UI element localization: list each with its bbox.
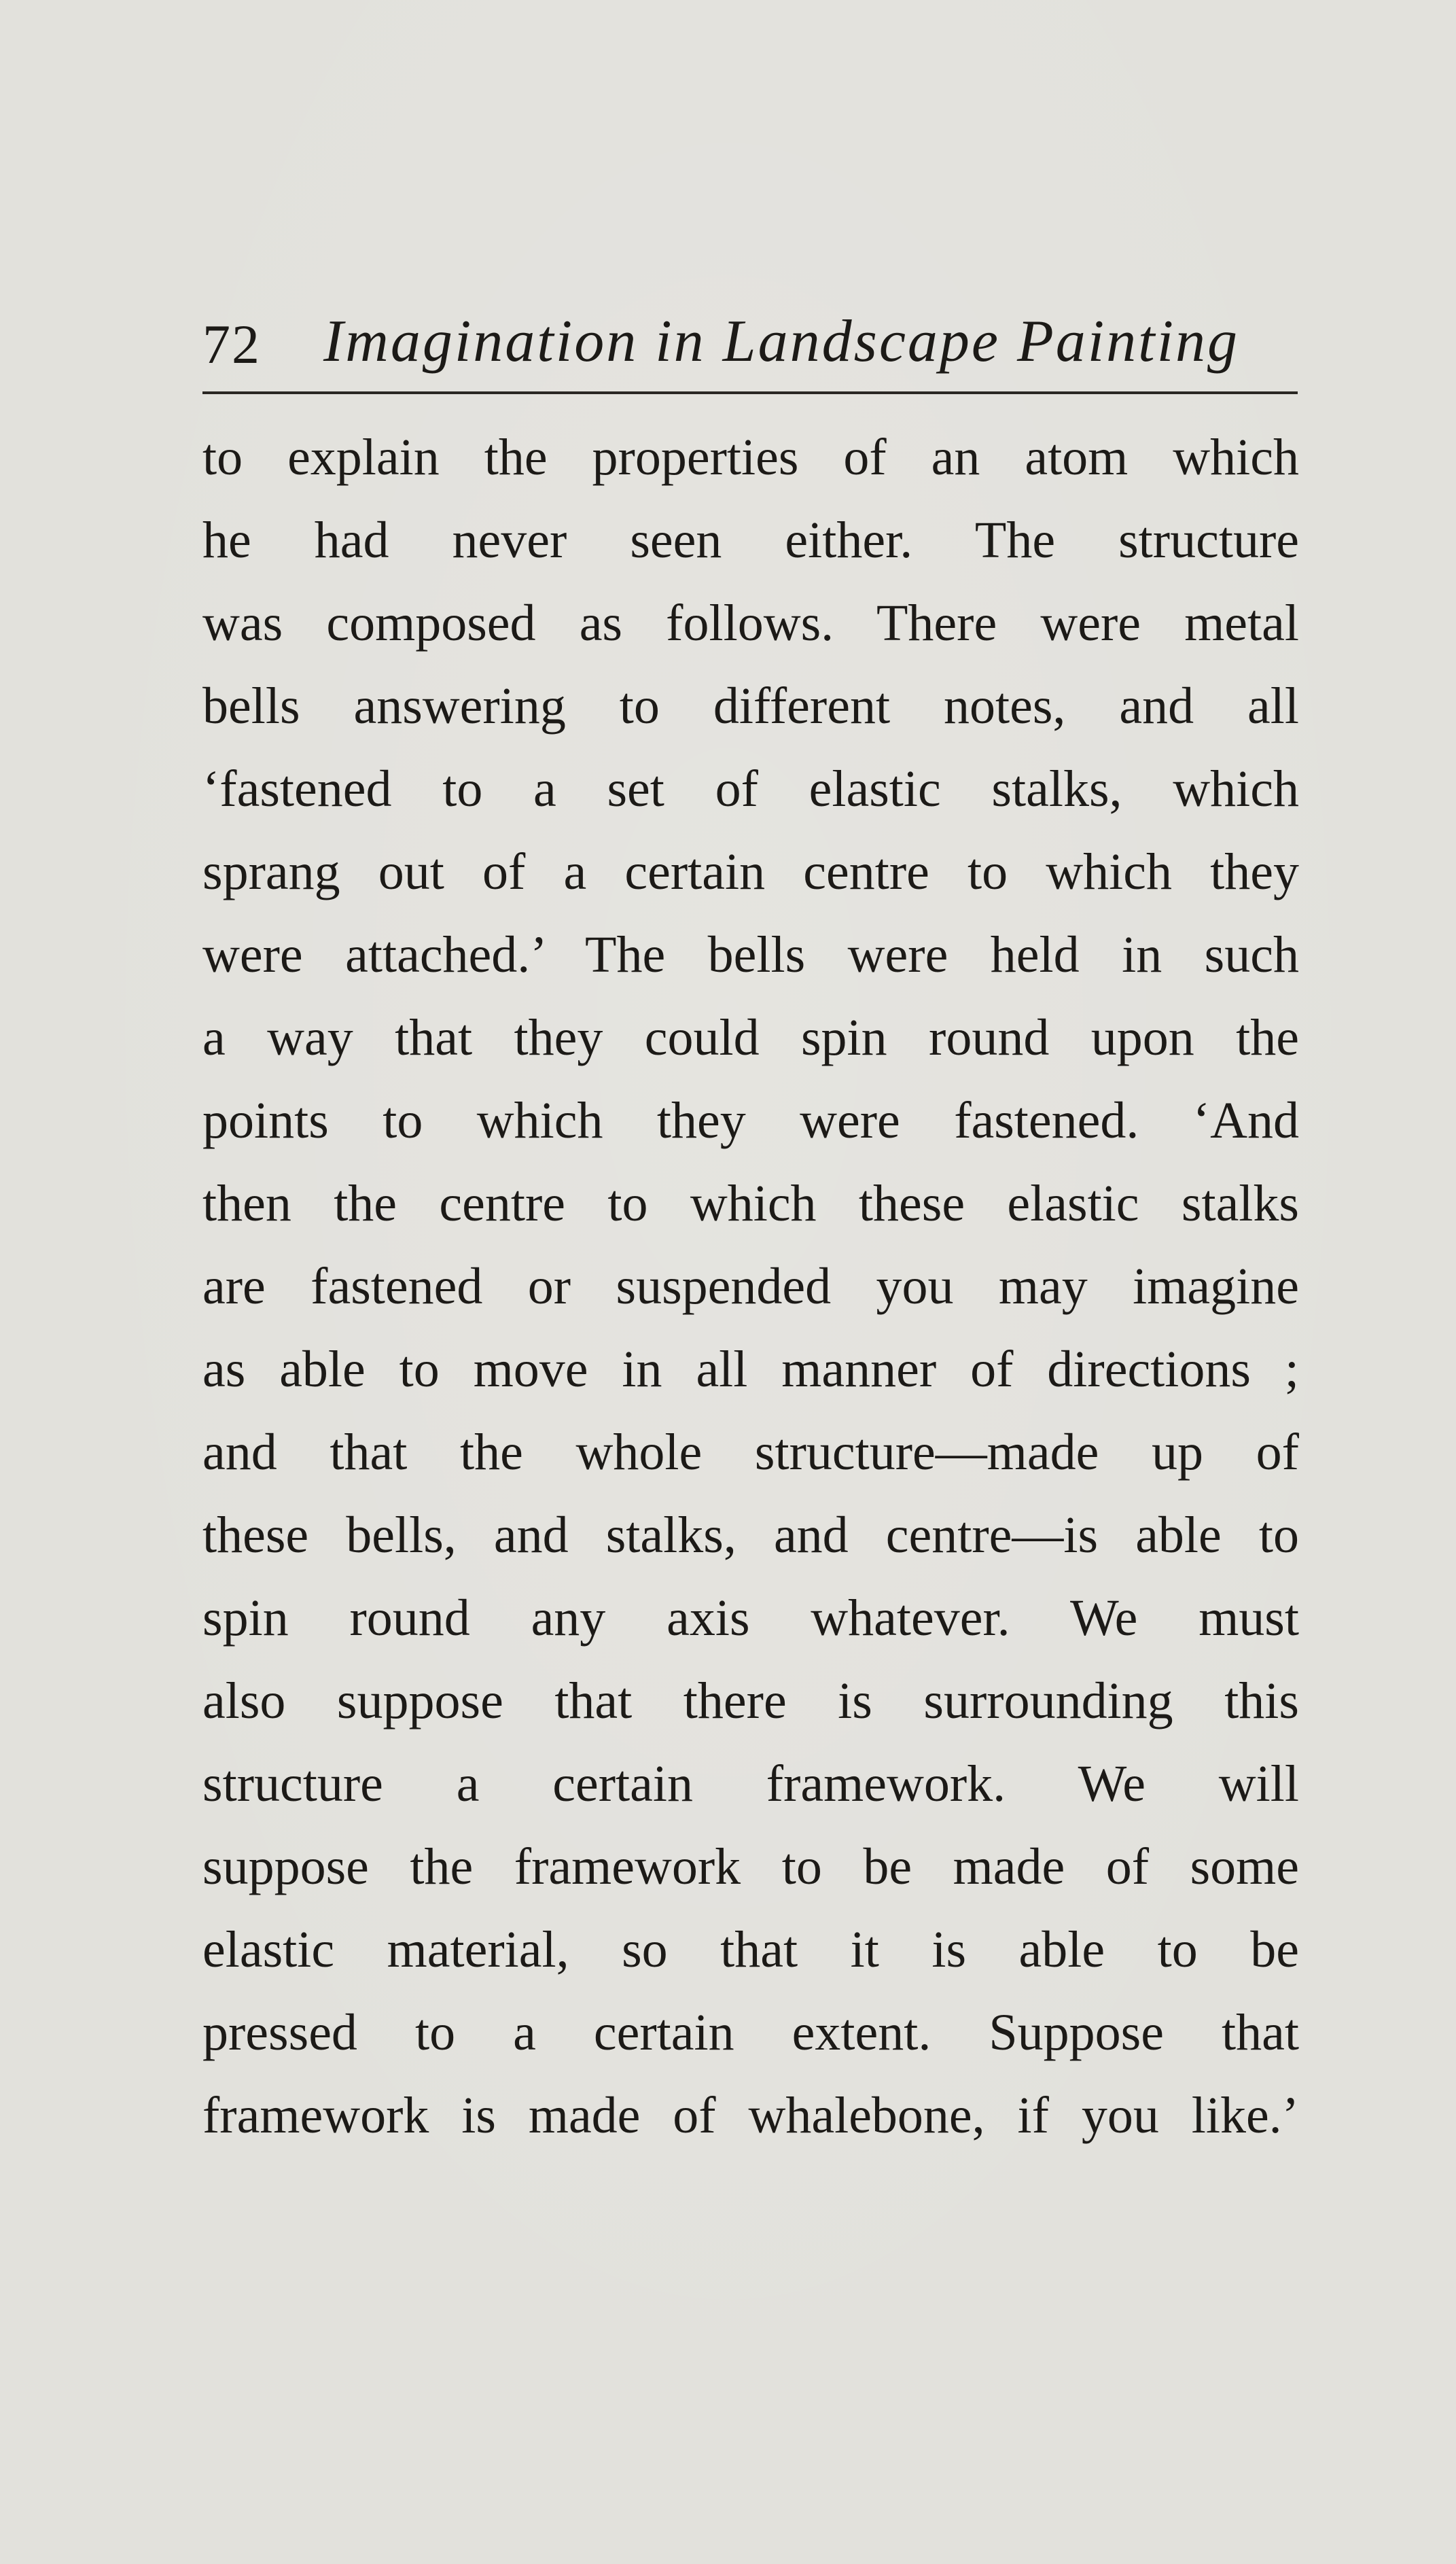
- running-title: Imagination in Landscape Painting: [323, 309, 1240, 374]
- running-head: [202, 299, 1296, 381]
- text-line: ‘fastened to a set of elastic stalks, which: [202, 760, 1299, 818]
- page-number: 72: [202, 313, 261, 375]
- text-line: as able to move in all manner of directions ;: [202, 1341, 1299, 1398]
- text-line: elastic material, so that it is able to be: [202, 1921, 1299, 1978]
- text-line: structure a certain framework. We will: [202, 1755, 1299, 1812]
- text-line: suppose the framework to be made of some: [202, 1838, 1299, 1895]
- text-line: framework is made of whalebone, if you like.’: [202, 2087, 1299, 2144]
- text-line: were attached.’ The bells were held in such: [202, 926, 1299, 983]
- text-line: he had never seen either. The structure: [202, 512, 1299, 569]
- text-line: bells answering to different notes, and all: [202, 678, 1299, 735]
- text-line: pressed to a certain extent. Suppose that: [202, 2004, 1299, 2061]
- text-line: are fastened or suspended you may imagine: [202, 1258, 1299, 1315]
- text-line: these bells, and stalks, and centre—is able to: [202, 1507, 1299, 1564]
- text-line: was composed as follows. There were metal: [202, 595, 1299, 652]
- text-line: and that the whole structure—made up of: [202, 1424, 1299, 1481]
- header-rule: [202, 391, 1298, 394]
- text-line: to explain the properties of an atom which: [202, 429, 1299, 486]
- text-line: also suppose that there is surrounding this: [202, 1672, 1299, 1729]
- text-line: sprang out of a certain centre to which they: [202, 843, 1299, 900]
- text-line: then the centre to which these elastic stalks: [202, 1175, 1299, 1232]
- text-line: points to which they were fastened. ‘And: [202, 1092, 1299, 1149]
- body-text: [202, 416, 1299, 2157]
- text-line: a way that they could spin round upon the: [202, 1009, 1299, 1066]
- text-line: spin round any axis whatever. We must: [202, 1590, 1299, 1647]
